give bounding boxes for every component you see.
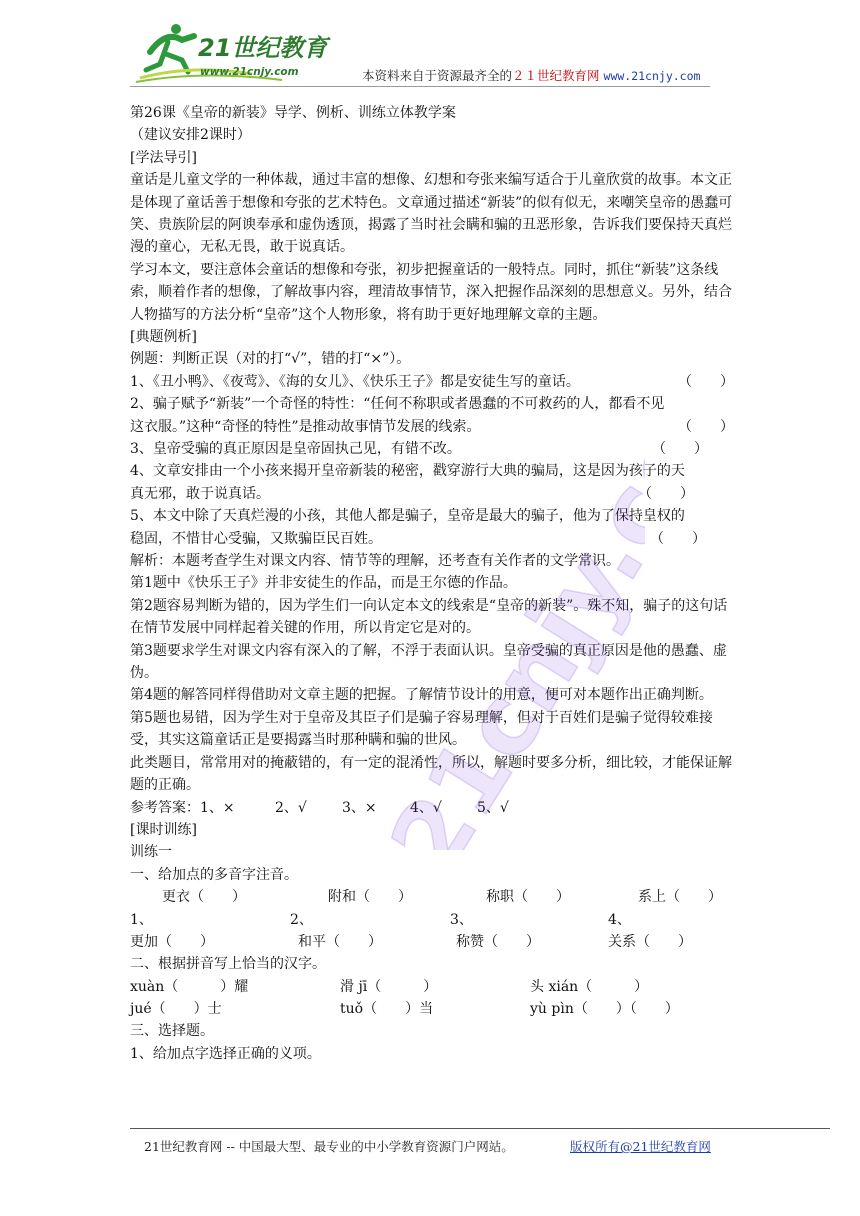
svg-text:www.21cnjy.com: www.21cnjy.com — [200, 66, 299, 78]
guide-paragraph-1: 童话是儿童文学的一种体裁，通过丰富的想像、幻想和夸张来编写适合于儿童欣赏的故事。本文正是体现了童话善于想像和夸张的艺术特色。文章通过描述“新装”的似有似无，来嘲笑皇帝的愚蠢可笑、贵族阶层的阿谀奉承和虚伪透顶，揭露了当时社会瞒和骗的丑恶形象，告诉我们要保持天真烂漫的童心，无私无畏，敢于说真话。 — [130, 172, 733, 256]
task-2-heading: 二、根据拼音写上恰当的汉字。 — [130, 956, 326, 973]
footer-divider — [130, 1128, 830, 1129]
answer-item: 2、√ — [275, 799, 307, 816]
pinyin-item: 更衣（ ） — [162, 889, 246, 906]
question-3: 3、皇帝受骗的真正原因是皇帝固执己见，有错不改。 （ ） — [130, 438, 740, 460]
header-url[interactable]: www.21cnjy.com — [603, 69, 701, 83]
answer-blank: （ ） — [678, 418, 734, 435]
pinyin-row-2 — [130, 931, 740, 953]
answer-blank: （ ） — [678, 373, 734, 390]
number-row: 1、 2、 3、 4、 — [130, 911, 631, 928]
analysis-1: 第1题中《快乐王子》并非安徒生的作品，而是王尔德的作品。 — [130, 575, 517, 592]
svg-text:21世纪教育: 21世纪教育 — [198, 34, 328, 62]
pinyin-item: 称职（ ） — [486, 889, 570, 906]
document-body — [130, 102, 740, 1065]
pinyin-item: 系上（ ） — [638, 889, 722, 906]
question-5-line-2: 稳固，不惜甘心受骗，又欺骗臣民百姓。 （ ） — [130, 528, 740, 550]
pinyin-item: 和平（ ） — [298, 933, 382, 950]
footer-copyright-link[interactable]: 版权所有@21世纪教育网 — [570, 1139, 711, 1154]
analysis-intro: 解析：本题考查学生对课文内容、情节等的理解，还考查有关作者的文学常识。 — [130, 553, 620, 570]
question-2-line-1: 2、骗子赋予“新装”一个奇怪的特性：“任何不称职或者愚蠢的不可救药的人，都看不见 — [130, 396, 665, 413]
answer-item: 1、× — [200, 799, 235, 816]
answer-blank: （ ） — [638, 485, 694, 502]
section-heading-training: [课时训练] — [130, 821, 197, 838]
answer-blank: （ ） — [652, 441, 708, 458]
analysis-2: 第2题容易判断为错的，因为学生们一向认定本文的线索是“皇帝的新装”。殊不知，骗子的这句话在情节发展中同样起着关键的作用，所以肯定它是对的。 — [130, 597, 728, 637]
answer-blank: （ ） — [650, 530, 706, 547]
section-heading-guide: [学法导引] — [130, 149, 197, 166]
hanzi-row-2 — [130, 998, 740, 1020]
doc-subtitle: （建议安排2课时） — [130, 127, 251, 144]
analysis-3: 第3题要求学生对课文内容有深入的了解，不浮于表面认识。皇帝受骗的真正原因是他的愚蠢、虚伪。 — [130, 642, 727, 682]
reference-answers: 参考答案： 1、× 2、√ 3、× 4、√ 5、√ — [130, 797, 740, 819]
doc-title: 第26课《皇帝的新装》导学、例析、训练立体教学案 — [130, 105, 456, 121]
answer-item: 4、√ — [410, 799, 442, 816]
hanzi-item: tuǒ（ ）当 — [340, 1001, 434, 1018]
answer-item: 3、× — [342, 799, 377, 816]
analysis-5: 第5题也易错，因为学生对于皇帝及其臣子们是骗子容易理解，但对于百姓们是骗子觉得较难接受，其实这篇童话正是要揭露当时那种瞒和骗的世风。 — [130, 709, 713, 749]
hanzi-item: xuàn（ ）耀 — [130, 978, 249, 995]
hanzi-item: yù pìn（ ）（ ） — [530, 1001, 679, 1018]
training-one-label: 训练一 — [130, 844, 172, 861]
site-logo — [132, 18, 337, 88]
question-4-line-2: 真无邪，敢于说真话。 （ ） — [130, 483, 740, 505]
task-3-item-1: 1、给加点字选择正确的义项。 — [130, 1045, 321, 1062]
guide-paragraph-2: 学习本文，要注意体会童话的想像和夸张，初步把握童话的一般特点。同时，抓住“新装”这条线索，顺着作者的想像，了解故事内容，理清故事情节，深入把握作品深刻的思想意义。另外，结合人物描写的方法分析“皇帝”这个人物形象，将有助于更好地理解文章的主题。 — [130, 261, 732, 323]
page-header — [0, 0, 860, 92]
question-2-line-2: 这衣服。”这种“奇怪的特性”是推动故事情节发展的线索。 （ ） — [130, 416, 740, 438]
svg-text:21cnjy.com: 21cnjy.com — [369, 450, 645, 850]
header-source-note: 本资料来自于资源最齐全的２１世纪教育网 www.21cnjy.com — [362, 68, 701, 83]
hanzi-item: 滑 jī（ ） — [340, 978, 438, 995]
hanzi-item: 头 xián（ ） — [530, 978, 649, 995]
header-site-name: ２１世纪教育网 — [512, 68, 600, 83]
summary-paragraph: 此类题目，常常用对的掩蔽错的，有一定的混淆性，所以，解题时要多分析，细比较，才能保证解题的正确。 — [130, 754, 732, 794]
analysis-4: 第4题的解答同样得借助对文章主题的把握。了解情节设计的用意，便可对本题作出正确判断。 — [130, 687, 713, 704]
example-intro: 例题：判断正误（对的打“√”，错的打“×”）。 — [130, 351, 411, 368]
pinyin-item: 更加（ ） — [130, 933, 214, 950]
hanzi-item: jué（ ）士 — [130, 1001, 222, 1018]
task-1-heading: 一、给加点的多音字注音。 — [130, 866, 298, 883]
section-heading-example: [典题例析] — [130, 329, 197, 346]
hanzi-row-1 — [130, 976, 740, 998]
answer-item: 5、√ — [477, 799, 509, 816]
pinyin-item: 称赞（ ） — [456, 933, 540, 950]
pinyin-item: 关系（ ） — [608, 933, 692, 950]
pinyin-row-1 — [130, 886, 740, 908]
pinyin-item: 附和（ ） — [328, 889, 412, 906]
task-3-heading: 三、选择题。 — [130, 1023, 214, 1040]
question-1: 1、《丑小鸭》、《夜莺》、《海的女儿》、《快乐王子》都是安徒生写的童话。 （ ） — [130, 371, 740, 393]
header-divider — [130, 86, 710, 87]
footer-site-description: 21世纪教育网 -- 中国最大型、最专业的中小学教育资源门户网站。 — [144, 1139, 514, 1154]
question-4-line-1: 4、文章安排由一个小孩来揭开皇帝新装的秘密，戳穿游行大典的骗局，这是因为孩子的天 — [130, 463, 685, 480]
question-5-line-1: 5、本文中除了天真烂漫的小孩，其他人都是骗子，皇帝是最大的骗子，他为了保持皇权的 — [130, 508, 685, 525]
